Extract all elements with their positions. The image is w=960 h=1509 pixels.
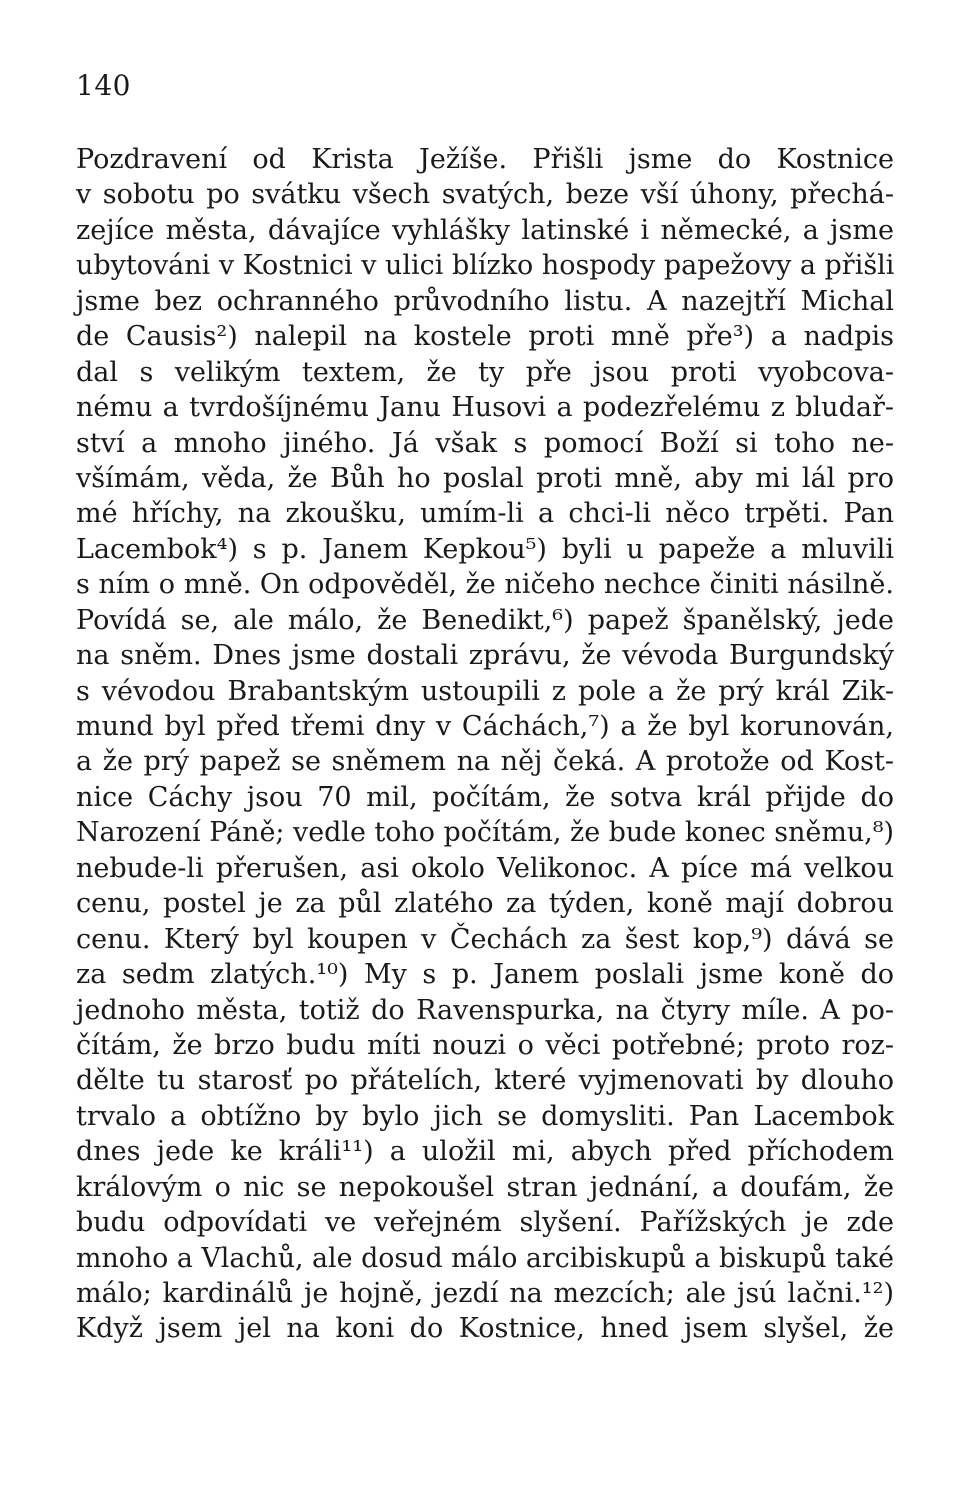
text-line: v sobotu po svátku všech svatých, beze vší úhony, přechá- — [76, 179, 894, 211]
text-line: cenu, postel je za půl zlatého za týden, koně mají dobrou — [76, 888, 894, 920]
text-line: s vévodou Brabantským ustoupili z pole a že prý král Zik- — [76, 675, 894, 707]
text-line: jsme bez ochranného průvodního listu. A nazejtří Michal — [76, 285, 894, 317]
text-line: mé hříchy, na zkoušku, umím-li a chci-li něco trpěti. Pan — [76, 498, 894, 530]
text-line: nice Cáchy jsou 70 mil, počítám, že sotva král přijde do — [76, 781, 894, 813]
text-line: málo; kardinálů je hojně, jezdí na mezcích; ale jsú lačni.¹²) — [76, 1278, 894, 1309]
text-line: nebude-li přerušen, asi okolo Velikonoc. A píce má velkou — [76, 852, 894, 884]
page-number: 140 — [76, 69, 131, 102]
text-line: de Causis²) nalepil na kostele proti mně pře³) a nadpis — [76, 321, 894, 353]
text-line: dělte tu starosť po přátelích, které vyjmenovati by dlouho — [76, 1065, 894, 1097]
text-line: Narození Páně; vedle toho počítám, že bude konec sněmu,⁸) — [76, 817, 894, 849]
text-line: královým o nic se nepokoušel stran jednání, a doufám, že — [76, 1171, 894, 1203]
text-line: ubytováni v Kostnici v ulici blízko hospody papežovy a přišli — [76, 250, 895, 282]
text-line: na sněm. Dnes jsme dostali zprávu, že vévoda Burgundský — [76, 640, 894, 672]
text-line: dnes jede ke králi¹¹) a uložil mi, abych před příchodem — [76, 1136, 894, 1168]
text-line: budu odpovídati ve veřejném slyšení. Pařížských je zde — [76, 1207, 894, 1239]
text-line: a že prý papež se sněmem na něj čeká. A protože od Kost- — [76, 746, 894, 778]
text-line: Když jsem jel na koni do Kostnice, hned jsem slyšel, že — [76, 1313, 894, 1345]
text-line: Pozdravení od Krista Ježíše. Přišli jsme do Kostnice — [76, 144, 894, 175]
text-line: nému a tvrdošíjnému Janu Husovi a podezřelému z bludař- — [76, 392, 894, 424]
text-line: všímám, věda, že Bůh ho poslal proti mně, aby mi lál pro — [76, 462, 894, 494]
text-line: zejíce města, dávajíce vyhlášky latinské i německé, a jsme — [76, 214, 894, 246]
text-line: Lacembok⁴) s p. Janem Kepkou⁵) byli u papeže a mluvili — [76, 533, 894, 565]
text-line: za sedm zlatých.¹⁰) My s p. Janem poslali jsme koně do — [76, 959, 894, 991]
text-line: cenu. Který byl koupen v Čechách za šest kop,⁹) dává se — [76, 923, 894, 955]
text-line: s ním o mně. On odpověděl, že ničeho nechce činiti násilně. — [76, 569, 894, 601]
text-line: mund byl před třemi dny v Cáchách,⁷) a že byl korunován, — [76, 711, 894, 742]
text-line: ství a mnoho jiného. Já však s pomocí Boží si toho ne- — [76, 427, 894, 459]
text-line: čítám, že brzo budu míti nouzi o věci potřebné; proto roz- — [76, 1029, 894, 1061]
text-line: dal s velikým textem, že ty pře jsou proti vyobcova- — [76, 356, 894, 388]
text-line: mnoho a Vlachů, ale dosud málo arcibiskupů a biskupů také — [76, 1242, 894, 1274]
text-line: jednoho města, totiž do Ravenspurka, na čtyry míle. A po- — [76, 994, 894, 1026]
text-line: Povídá se, ale málo, že Benedikt,⁶) papež španělský, jede — [76, 604, 894, 636]
body-text — [76, 142, 894, 1347]
text-line: trvalo a obtížno by bylo jich se domysliti. Pan Lacembok — [76, 1100, 894, 1132]
